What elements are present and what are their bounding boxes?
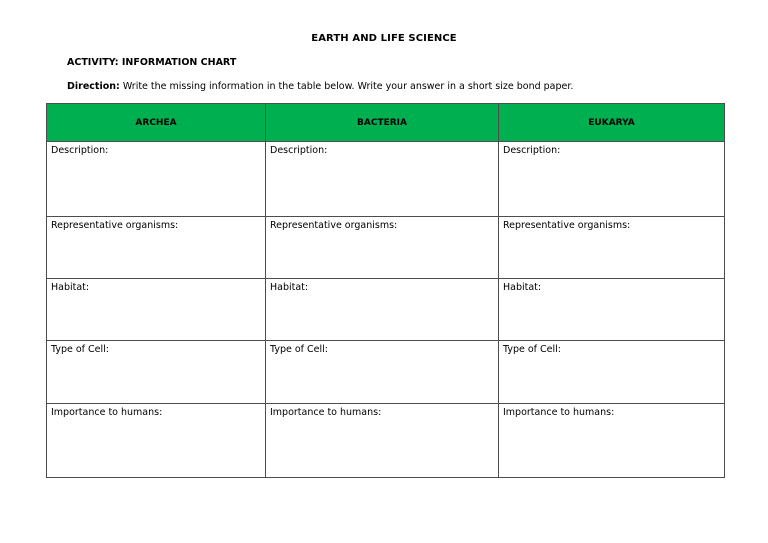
table-cell: Habitat: — [499, 279, 725, 341]
table-cell: Description: — [499, 142, 725, 217]
page-title: EARTH AND LIFE SCIENCE — [311, 33, 457, 44]
table-cell: Type of Cell: — [266, 341, 499, 404]
column-header-bacteria: BACTERIA — [266, 104, 499, 142]
table-cell: Description: — [47, 142, 266, 217]
activity-subtitle: ACTIVITY: INFORMATION CHART — [67, 57, 237, 68]
information-chart-table — [46, 103, 725, 478]
direction-label: Direction: — [67, 81, 120, 92]
table-cell: Type of Cell: — [499, 341, 725, 404]
table-cell: Habitat: — [47, 279, 266, 341]
table-row-representative-organisms — [47, 217, 725, 279]
direction-text: Write the missing information in the table below. Write your answer in a short size bond paper. — [119, 81, 574, 92]
table-row-importance-to-humans — [47, 404, 725, 478]
column-header-archea: ARCHEA — [47, 104, 266, 142]
table-row-description — [47, 142, 725, 217]
table-cell: Representative organisms: — [47, 217, 266, 279]
direction-line — [67, 81, 573, 92]
table-cell: Habitat: — [266, 279, 499, 341]
table-header-row — [47, 104, 725, 142]
table-cell: Importance to humans: — [47, 404, 266, 478]
table-cell: Description: — [266, 142, 499, 217]
table-cell: Representative organisms: — [266, 217, 499, 279]
table-row-type-of-cell — [47, 341, 725, 404]
table-cell: Type of Cell: — [47, 341, 266, 404]
table-cell: Importance to humans: — [499, 404, 725, 478]
table-cell: Importance to humans: — [266, 404, 499, 478]
column-header-eukarya: EUKARYA — [499, 104, 725, 142]
table-row-habitat — [47, 279, 725, 341]
table-cell: Representative organisms: — [499, 217, 725, 279]
